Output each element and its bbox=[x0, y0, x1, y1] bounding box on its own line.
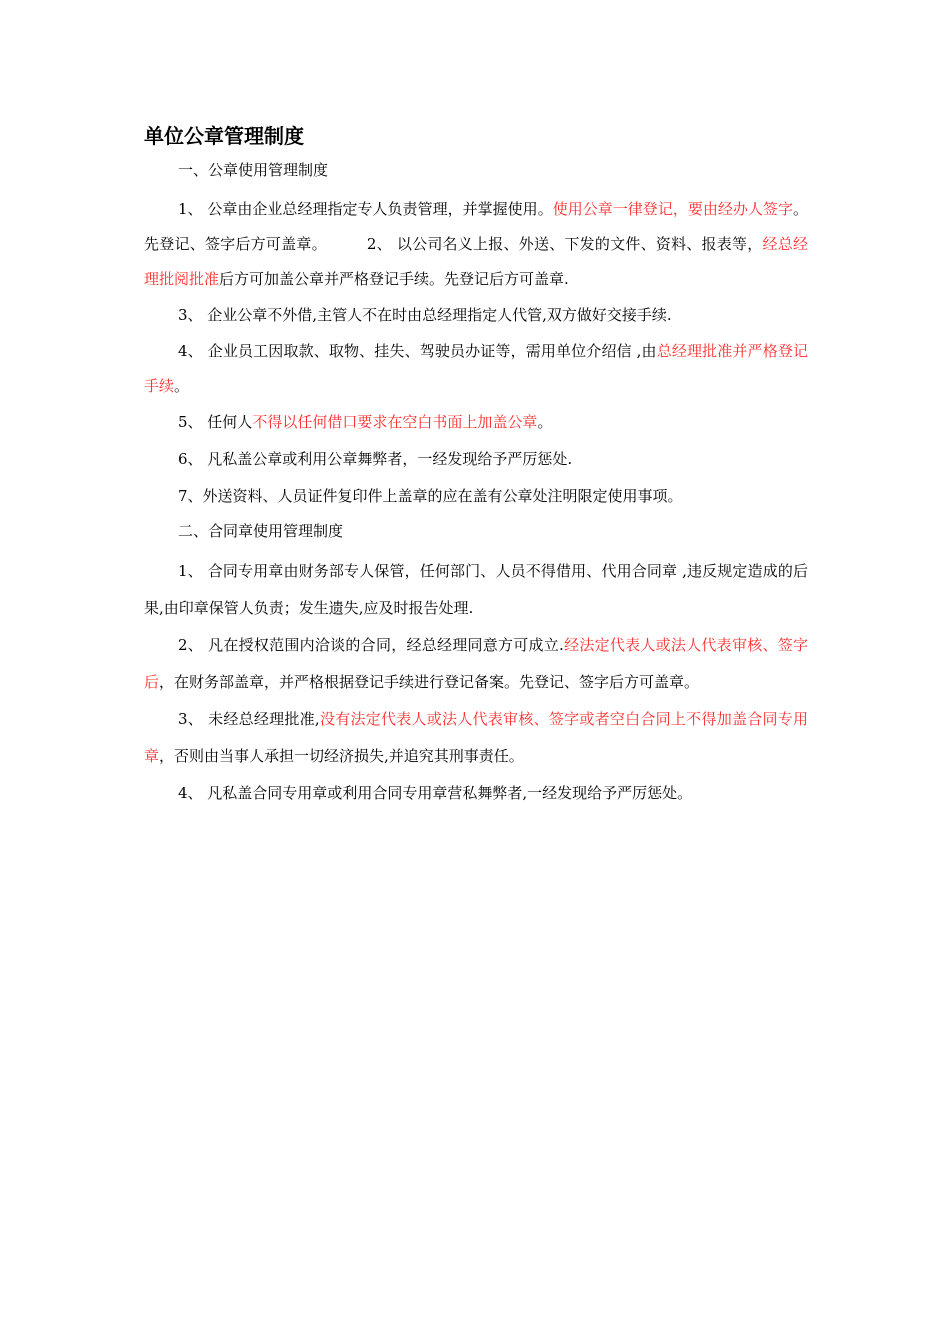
paragraph-2-4: 4、 凡私盖合同专用章或利用合同专用章营私舞弊者,一经发现给予严厉惩处。 bbox=[178, 784, 693, 802]
paragraph-2-1: 1、 合同专用章由财务部专人保管，任何部门、人员不得借用、代用合同章 ,违反规定造成的后果,由印章保管人负责；发生遗失,应及时报告处理. bbox=[144, 562, 808, 617]
paragraph-1-1 bbox=[144, 192, 808, 297]
paragraph-1-7: 7、外送资料、人员证件复印件上盖章的应在盖有公章处注明限定使用事项。 bbox=[178, 487, 683, 505]
paragraph-text: 。 bbox=[174, 377, 190, 395]
paragraph-text: 2、 凡在授权范围内洽谈的合同，经总经理同意方可成立. bbox=[178, 636, 564, 654]
paragraph-2-2 bbox=[144, 627, 808, 701]
paragraph-text: 5、 任何人 bbox=[178, 413, 253, 431]
paragraph-text: 4、 企业员工因取款、取物、挂失、驾驶员办证等，需用单位介绍信 ,由 bbox=[178, 342, 657, 360]
paragraph-text: 。 bbox=[537, 413, 553, 431]
highlighted-text: 使用公章一律登记，要由经办人签字 bbox=[552, 200, 793, 218]
document-page bbox=[144, 120, 808, 812]
section-heading-seal-usage: 一、公章使用管理制度 bbox=[178, 161, 329, 179]
highlighted-text: 总经理批准并严格登记手续 bbox=[144, 342, 808, 395]
paragraph-text: ，在财务部盖章，并严格根据登记手续进行登记备案。先登记、签字后方可盖章。 bbox=[159, 673, 700, 691]
highlighted-text: 经法定代表人或法人代表审核、签字后 bbox=[144, 636, 808, 691]
highlighted-text: 经总经理批阅批准 bbox=[144, 235, 808, 288]
paragraph-text: 1、 公章由企业总经理指定专人负责管理，并掌握使用。 bbox=[178, 200, 553, 218]
paragraph-1-6: 6、 凡私盖公章或利用公章舞弊者，一经发现给予严厉惩处. bbox=[178, 450, 573, 468]
document-title: 单位公章管理制度 bbox=[144, 124, 304, 148]
paragraph-1-5 bbox=[144, 404, 808, 441]
paragraph-2-3 bbox=[144, 701, 808, 775]
paragraph-text: 后方可加盖公章并严格登记手续。先登记后方可盖章. bbox=[219, 270, 569, 288]
paragraph-text: 3、 未经总经理批准, bbox=[178, 710, 320, 728]
paragraph-1-3: 3、 企业公章不外借,主管人不在时由总经理指定人代管,双方做好交接手续. bbox=[178, 306, 672, 324]
paragraph-1-4 bbox=[144, 334, 808, 404]
paragraph-text: 。先登记、签字后方可盖章。 bbox=[144, 200, 808, 253]
highlighted-text: 不得以任何借口要求在空白书面上加盖公章 bbox=[252, 413, 538, 431]
section-heading-contract-seal: 二、合同章使用管理制度 bbox=[178, 522, 344, 540]
highlighted-text: 没有法定代表人或法人代表审核、签字或者空白合同上不得加盖合同专用章 bbox=[144, 710, 808, 765]
paragraph-text: ，否则由当事人承担一切经济损失,并追究其刑事责任。 bbox=[159, 747, 524, 765]
paragraph-text: 2、 以公司名义上报、外送、下发的文件、资料、报表等， bbox=[366, 235, 763, 253]
